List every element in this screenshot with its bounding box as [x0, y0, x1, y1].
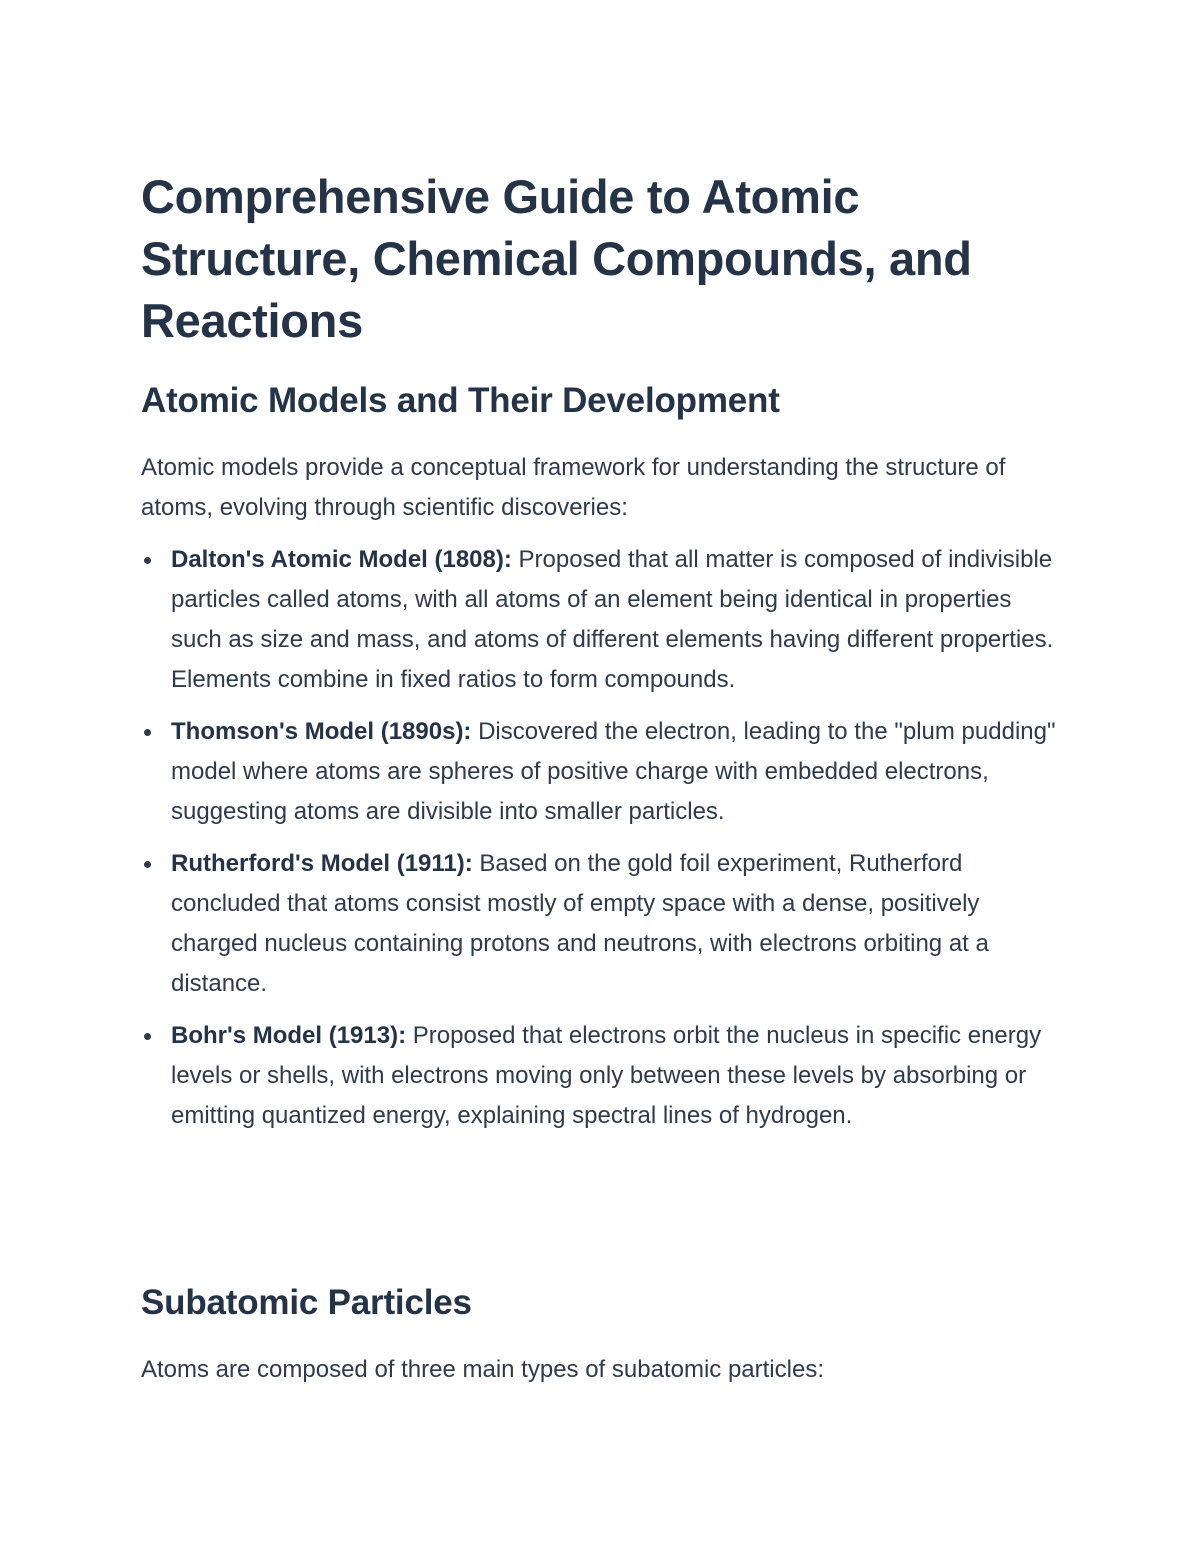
section-intro-subatomic-particles: Atoms are composed of three main types of subatomic particles:	[141, 1356, 824, 1383]
bullet-icon	[144, 1033, 151, 1040]
list-item	[141, 540, 1061, 700]
list-item-text: Proposed that electrons orbit the nucleus in specific energy levels or shells, with electrons moving only between these levels by absorbing or emitting quantized energy, explaining spectral lines of hydrogen.	[171, 1022, 1042, 1129]
document-title: Comprehensive Guide to Atomic Structure, Chemical Compounds, and Reactions	[141, 170, 972, 347]
list-item-text: Discovered the electron, leading to the "plum pudding" model where atoms are spheres of positive charge with embedded electrons, suggesting atoms are divisible into smaller particles.	[171, 718, 1056, 825]
list-item-term: Thomson's Model (1890s):	[171, 718, 472, 745]
list-item-text: Proposed that all matter is composed of indivisible particles called atoms, with all atoms of an element being identical in properties such as size and mass, and atoms of different elements having different properties. Elements combine in fixed ratios to form compounds.	[171, 546, 1054, 693]
section-heading-atomic-models: Atomic Models and Their Development	[141, 381, 780, 420]
list-item-text: Based on the gold foil experiment, Rutherford concluded that atoms consist mostly of empty space with a dense, positively charged nucleus containing protons and neutrons, with electrons orbiting at a distance.	[171, 850, 989, 997]
list-item	[141, 712, 1061, 832]
list-item-term: Dalton's Atomic Model (1808):	[171, 546, 512, 573]
list-item-term: Rutherford's Model (1911):	[171, 850, 473, 877]
list-item-term: Bohr's Model (1913):	[171, 1022, 407, 1049]
section-heading-subatomic-particles: Subatomic Particles	[141, 1283, 472, 1322]
bullet-icon	[144, 729, 151, 736]
bullet-icon	[144, 861, 151, 868]
bullet-icon	[144, 557, 151, 564]
section-intro-atomic-models: Atomic models provide a conceptual framework for understanding the structure of atoms, evolving through scientific discoveries:	[141, 454, 1006, 521]
list-item	[141, 1016, 1061, 1136]
list-item	[141, 844, 1061, 1004]
atomic-models-list	[141, 540, 1061, 1148]
